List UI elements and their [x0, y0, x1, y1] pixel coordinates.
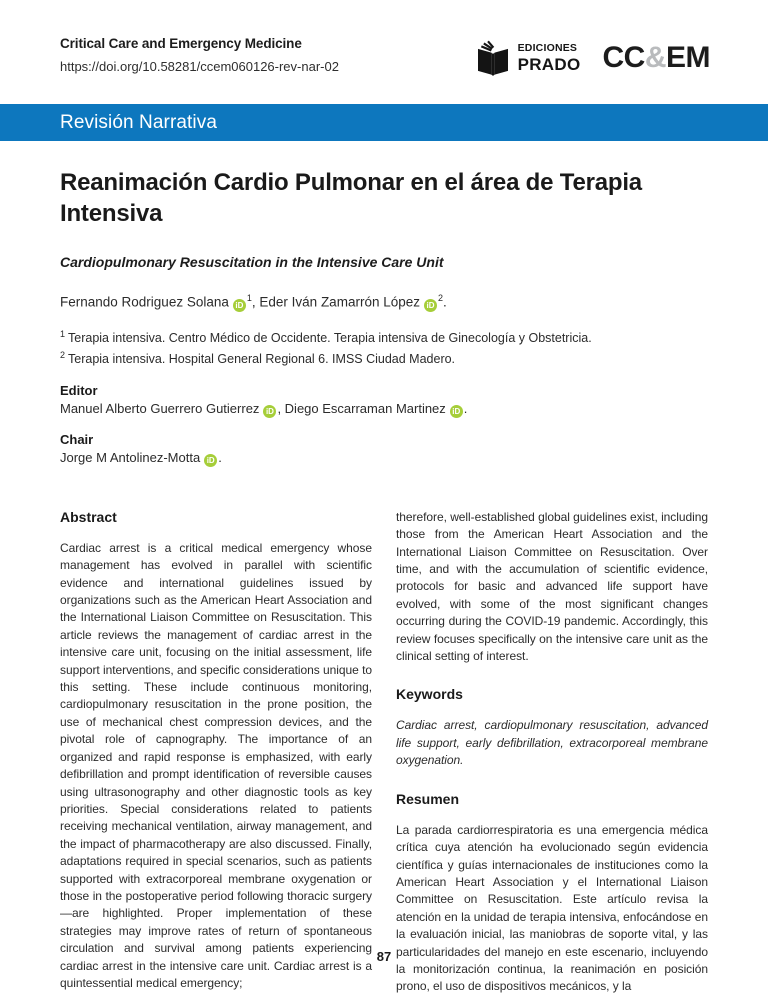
- author-affiliation-sup: 1: [246, 293, 252, 303]
- affiliation-number: 2: [60, 350, 66, 361]
- prado-wordmark: [518, 43, 581, 73]
- editor-name: Manuel Alberto Guerrero Gutierrez: [60, 400, 260, 416]
- affiliation-text: Terapia intensiva. Centro Médico de Occidente. Terapia intensiva de Ginecología y Obstetricia.: [68, 330, 592, 345]
- authors-line: [60, 293, 708, 312]
- ediciones-prado-logo: [473, 38, 581, 78]
- editor-separator: ,: [277, 400, 285, 416]
- page-footer: [0, 948, 768, 966]
- affiliations-block: [60, 326, 708, 369]
- page-number: 87: [376, 949, 392, 964]
- resumen-text: La parada cardiorrespiratoria es una emergencia médica crítica cuya atención ha evolucionado según evidencia científica y guías internacionales de instituciones como la American Heart Association y el International Liaison Committee on Resuscitation. Este artículo revisa la atención en la unidad de terapia intensiva, enfocándose en la evaluación inicial, las maniobras de soporte vital, y las particularidades del manejo en este escenario, incluyendo la monitorización continua, la reanimación en posición prono, el uso de dispositivos mecánicos, y la: [396, 822, 708, 994]
- ccem-em: EM: [666, 41, 710, 74]
- doi-link[interactable]: https://doi.org/10.58281/ccem060126-rev-nar-02: [60, 59, 339, 74]
- author-name: Fernando Rodriguez Solana: [60, 294, 229, 310]
- affiliation-item: [60, 347, 708, 369]
- author-affiliation-sup: 2: [438, 293, 444, 303]
- affiliation-number: 1: [60, 328, 66, 339]
- abstract-text: Cardiac arrest is a critical medical emergency whose management has evolved in parallel with scientific evidence and international guidelines issued by organizations such as the American Heart Association and the International Liaison Committee on Resuscitation. This article reviews the management of cardiac arrest in the intensive care unit, focusing on the initial assessment, life support interventions, and specific considerations unique to this setting. These include continuous monitoring, cardiopulmonary resuscitation in the prone position, the use of mechanical chest compression devices, and the pivotal role of capnography. The importance of an organized and rapid response is emphasized, with early defibrillation and prompt identification of reversible causes using ultrasonography and other diagnostic tools as key priorities. Special considerations related to patients receiving mechanical ventilation, airway management, and the impact of pharmacotherapy are also discussed. Finally, adaptations required in special scenarios, such as patients supported with extracorporeal membrane oxygenation or those in the postoperative period following thoracic surgery—are highlighted. Proper implementation of these strategies may improve rates of return of spontaneous circulation and survival among patients experiencing cardiac arrest in the intensive care unit. Cardiac arrest is a quintessential medical emergency;: [60, 540, 372, 990]
- chair-separator: .: [218, 449, 222, 465]
- chair-name: Jorge M Antolinez-Motta: [60, 449, 201, 465]
- author-separator: ,: [251, 294, 260, 310]
- editor-separator: .: [463, 400, 468, 416]
- resumen-heading: Resumen: [396, 790, 460, 807]
- orcid-icon[interactable]: iD: [424, 299, 437, 312]
- article-head: [0, 167, 768, 467]
- article-subtitle-english: Cardiopulmonary Resuscitation in the Intensive Care Unit: [60, 254, 444, 270]
- ccem-cc: CC: [602, 41, 645, 74]
- journal-title: Critical Care and Emergency Medicine: [60, 36, 302, 51]
- abstract-continuation-text: therefore, well-established global guidelines exist, including those from the American Heart Association and the International Liaison Committee on Resuscitation. Over time, and with the accumulation of scientific evidence, protocols for basic and advanced life support have evolved, with some of the most significant changes occurring during the COVID-19 pandemic. Accordingly, this review focuses specifically on the intensive care unit as the clinical setting of interest.: [396, 509, 708, 664]
- orcid-icon[interactable]: iD: [204, 454, 217, 467]
- affiliation-text: Terapia intensiva. Hospital General Regional 6. IMSS Ciudad Madero.: [68, 352, 456, 367]
- article-type-label: Revisión Narrativa: [60, 111, 218, 133]
- article-type-banner: [0, 104, 768, 141]
- journal-identity: [60, 36, 339, 74]
- editor-names: [60, 401, 708, 418]
- publisher-line1: EDICIONES: [517, 42, 578, 55]
- editor-name: Diego Escarraman Martinez: [284, 400, 446, 416]
- open-book-icon: [473, 38, 513, 78]
- affiliation-item: [60, 326, 708, 348]
- right-column: [396, 509, 708, 994]
- abstract-columns: [0, 509, 768, 994]
- keywords-heading: Keywords: [396, 686, 463, 703]
- chair-label: Chair: [60, 431, 94, 447]
- orcid-icon[interactable]: iD: [233, 299, 246, 312]
- left-column: [60, 509, 372, 994]
- editor-label: Editor: [60, 382, 98, 398]
- ccem-journal-logo: [602, 43, 710, 73]
- orcid-icon[interactable]: iD: [450, 405, 463, 418]
- article-title: Reanimación Cardio Pulmonar en el área de Terapia Intensiva: [60, 169, 642, 227]
- page-header: [0, 0, 768, 78]
- publisher-logos: [473, 38, 710, 78]
- orcid-icon[interactable]: iD: [263, 405, 276, 418]
- publisher-line2: PRADO: [517, 54, 581, 74]
- author-name: Eder Iván Zamarrón López: [259, 294, 420, 310]
- keywords-text: Cardiac arrest, cardiopulmonary resuscitation, advanced life support, early defibrillation, extracorporeal membrane oxygenation.: [396, 718, 708, 768]
- author-separator: .: [443, 294, 447, 310]
- ccem-ampersand: &: [644, 41, 666, 74]
- chair-names: [60, 450, 708, 467]
- abstract-heading: Abstract: [60, 508, 117, 525]
